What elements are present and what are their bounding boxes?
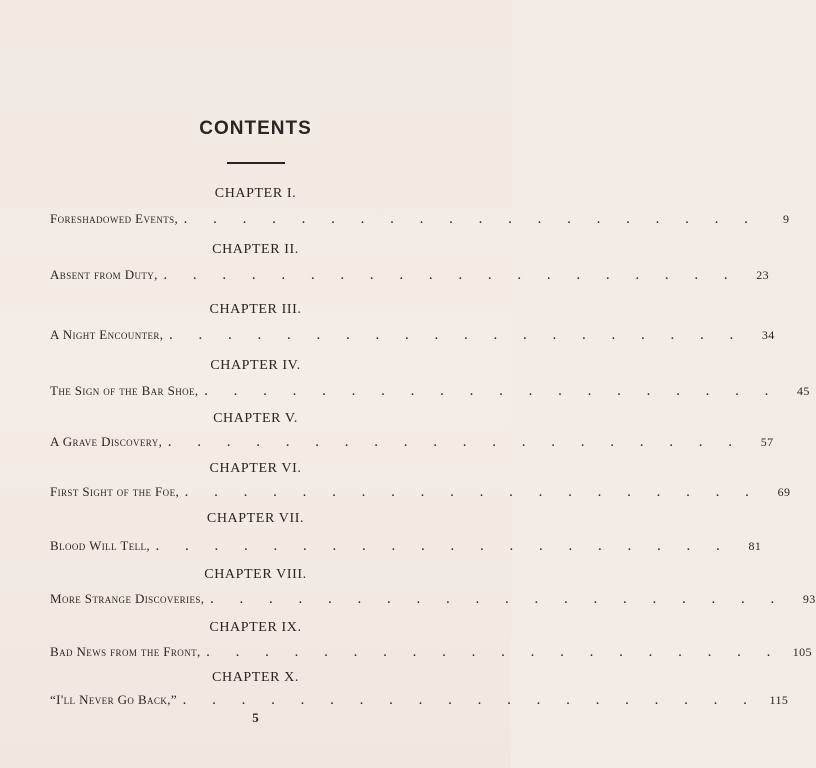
dot-leaders: . . . . . . . . . . . . . . . . . . . . xyxy=(183,695,759,707)
toc-entry xyxy=(50,434,774,452)
chapter-title: Bad News from the Front, xyxy=(50,644,201,659)
dot-leaders: . . . . . . . . . . . . . . . . . . . . xyxy=(163,270,740,282)
dot-leaders: . . . . . . . . . . . . . . . . . . . . xyxy=(204,386,780,398)
dot-leaders: . . . . . . . . . . . . . . . . . . . . xyxy=(156,541,732,553)
title-rule xyxy=(227,162,285,164)
toc-entry xyxy=(50,644,812,662)
page-number: 23 xyxy=(756,268,770,282)
chapter-heading: CHAPTER IX. xyxy=(209,620,302,635)
page-number: 93 xyxy=(802,592,816,606)
chapter-title: A Night Encounter, xyxy=(50,327,164,342)
dot-leaders: . . . . . . . . . . . . . . . . . . . . xyxy=(184,214,760,226)
chapter-title: A Grave Discovery, xyxy=(50,434,163,449)
dot-leaders: . . . . . . . . . . . . . . . . . . . . xyxy=(206,647,782,659)
toc-entry xyxy=(50,211,790,229)
dot-leaders: . . . . . . . . . . . . . . . . . . . . xyxy=(210,594,786,606)
page-number: 115 xyxy=(769,693,789,707)
toc-entry xyxy=(50,327,775,345)
chapter-heading: CHAPTER VII. xyxy=(206,511,305,526)
chapter-heading: CHAPTER III. xyxy=(209,302,302,317)
folio-page-number: 5 xyxy=(252,710,259,725)
chapter-heading: CHAPTER IV. xyxy=(210,358,301,373)
dot-leaders: . . . . . . . . . . . . . . . . . . . . xyxy=(169,330,745,342)
page-title: CONTENTS xyxy=(199,118,312,139)
dot-leaders: . . . . . . . . . . . . . . . . . . . . xyxy=(185,487,761,499)
chapter-title: Blood Will Tell, xyxy=(50,538,151,553)
page-number: 81 xyxy=(748,539,762,553)
chapter-title: First Sight of the Foe, xyxy=(50,484,180,499)
chapter-heading: CHAPTER II. xyxy=(212,242,299,257)
toc-entry xyxy=(50,538,762,556)
chapter-heading: CHAPTER I. xyxy=(214,186,297,201)
page-number: 57 xyxy=(760,435,774,449)
chapter-title: “I'll Never Go Back,” xyxy=(50,692,178,707)
chapter-title: More Strange Discoveries, xyxy=(50,591,205,606)
chapter-heading: CHAPTER X. xyxy=(212,670,299,685)
toc-entry xyxy=(50,383,810,401)
page-number: 105 xyxy=(792,645,812,659)
toc-entry xyxy=(50,267,770,285)
page-number: 34 xyxy=(761,328,775,342)
toc-entry xyxy=(50,692,789,710)
chapter-title: Absent from Duty, xyxy=(50,267,158,282)
dot-leaders: . . . . . . . . . . . . . . . . . . . . xyxy=(168,437,744,449)
chapter-heading: CHAPTER V. xyxy=(213,411,298,426)
toc-entry xyxy=(50,484,791,502)
page-number: 45 xyxy=(797,384,810,398)
chapter-heading: CHAPTER VIII. xyxy=(204,567,307,582)
toc-entry xyxy=(50,591,816,609)
page-number: 69 xyxy=(777,485,791,499)
chapter-heading: CHAPTER VI. xyxy=(209,461,302,476)
chapter-title: Foreshadowed Events, xyxy=(50,211,179,226)
chapter-title: The Sign of the Bar Shoe, xyxy=(50,383,199,398)
page-number: 9 xyxy=(783,212,790,226)
